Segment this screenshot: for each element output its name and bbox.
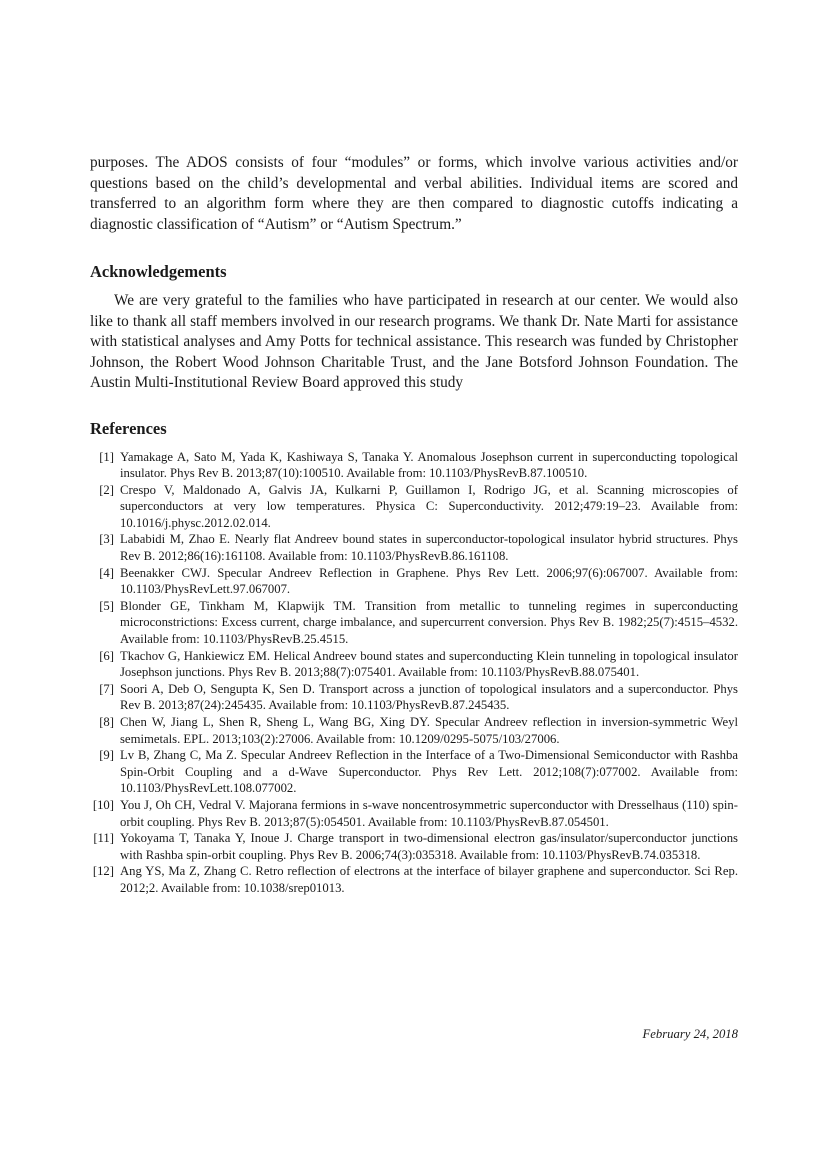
reference-number: [3] [99,532,114,547]
reference-number: [4] [99,565,114,580]
reference-number: [6] [99,648,114,663]
reference-text: Ang YS, Ma Z, Zhang C. Retro reflection of electrons at the interface of bilayer graphene and superconductor. Sci Rep. 2012;2. Available from: 10.1038/srep01013. [120,864,738,895]
reference-text: Chen W, Jiang L, Shen R, Sheng L, Wang BG, Xing DY. Specular Andreev reflection in inversion-symmetric Weyl semimetals. EPL. 2013;103(2):27006. Available from: 10.1209/0295-5075/103/27006. [120,715,738,746]
references-list [90,449,738,897]
reference-text: Tkachov G, Hankiewicz EM. Helical Andreev bound states and superconducting Klein tunneling in topological insulator Josephson junctions. Phys Rev B. 2013;88(7):075401. Available from: 10.1103/PhysRevB.88.075401. [120,648,738,680]
reference-item [90,565,738,598]
reference-item [90,747,738,797]
reference-item [90,531,738,564]
reference-text: Yamakage A, Sato M, Yada K, Kashiwaya S, Tanaka Y. Anomalous Josephson current in superconducting topological insulator. Phys Rev B. 2013;87(10):100510. Available from: 10.1103/PhysRevB.87.100510. [120,449,738,481]
reference-number: [8] [99,715,114,729]
reference-number: [10] [92,797,114,812]
reference-number: [7] [99,681,114,696]
page-body [90,153,738,897]
reference-number: [9] [99,748,114,763]
reference-text: Beenakker CWJ. Specular Andreev Reflection in Graphene. Phys Rev Lett. 2006;97(6):067007. Available from: 10.1103/PhysRevLett.97.067007. [120,565,738,597]
reference-item [90,482,738,532]
reference-number: [12] [92,864,114,879]
acknowledgements-text: We are very grateful to the families who have participated in research at our center. We would also like to thank all staff members involved in our research programs. We thank Dr. Nate Marti for assistance with statistical analyses and Amy Potts for technical assistance. This research was funded by Christopher Johnson, the Robert Wood Johnson Charitable Trust, and the Jane Botsford Johnson Foundation. The Austin Multi-Institutional Review Board approved this study [90,292,738,391]
reference-text: Lv B, Zhang C, Ma Z. Specular Andreev Reflection in the Interface of a Two-Dimensional Semiconductor with Rashba Spin-Orbit Coupling and a d-Wave Superconductor. Phys Rev Lett. 2012;108(7):077002. Available from: 10.1103/PhysRevLett.108.077002. [120,748,738,796]
reference-text: Yokoyama T, Tanaka Y, Inoue J. Charge transport in two-dimensional electron gas/insulator/superconductor junctions with Rashba spin-orbit coupling. Phys Rev B. 2006;74(3):035318. Available from: 10.1103/PhysRevB.74.035318. [120,831,738,862]
reference-item [90,681,738,714]
reference-item [90,648,738,681]
reference-number: [11] [93,831,114,846]
reference-item [90,449,738,482]
intro-paragraph: purposes. The ADOS consists of four “modules” or forms, which involve various activities and/or questions based on the child’s developmental and verbal abilities. Individual items are scored and transferred to an algorithm form where they are then compared to diagnostic cutoffs indicating a diagnostic classification of “Autism” or “Autism Spectrum.” [90,154,738,233]
reference-number: [1] [99,449,114,464]
reference-text: Lababidi M, Zhao E. Nearly flat Andreev bound states in superconductor-topological insulator hybrid structures. Phys Rev B. 2012;86(16):161108. Available from: 10.1103/PhysRevB.86.161108. [120,532,738,564]
reference-item [90,863,738,896]
reference-text: Crespo V, Maldonado A, Galvis JA, Kulkarni P, Guillamon I, Rodrigo JG, et al. Scanning microscopies of superconductors at very low temperatures. Physica C: Superconductivity. 2012;479:19–23. Available from: 10.1016/j.physc.2012.02.014. [120,482,738,530]
reference-item [90,714,738,747]
reference-item [90,598,738,648]
acknowledgements-heading: Acknowledgements [90,262,227,281]
reference-text: You J, Oh CH, Vedral V. Majorana fermions in s-wave noncentrosymmetric superconductor with Dresselhaus (110) spin-orbit coupling. Phys Rev B. 2013;87(5):054501. Available from: 10.1103/PhysRevB.87.054501. [120,797,738,829]
reference-text: Blonder GE, Tinkham M, Klapwijk TM. Transition from metallic to tunneling regimes in superconducting microconstrictions: Excess current, charge imbalance, and supercurrent conversion. Phys Rev B. 1982;25(7):4515–4532. Available from: 10.1103/PhysRevB.25.4515. [120,598,738,647]
references-heading: References [90,418,167,438]
reference-item [90,830,738,863]
reference-number: [5] [99,598,114,613]
reference-number: [2] [99,482,114,497]
reference-item [90,797,738,830]
footer-date: February 24, 2018 [642,1027,738,1041]
reference-text: Soori A, Deb O, Sengupta K, Sen D. Transport across a junction of topological insulators and a superconductor. Phys Rev B. 2013;87(24):245435. Available from: 10.1103/PhysRevB.87.245435. [120,681,738,713]
